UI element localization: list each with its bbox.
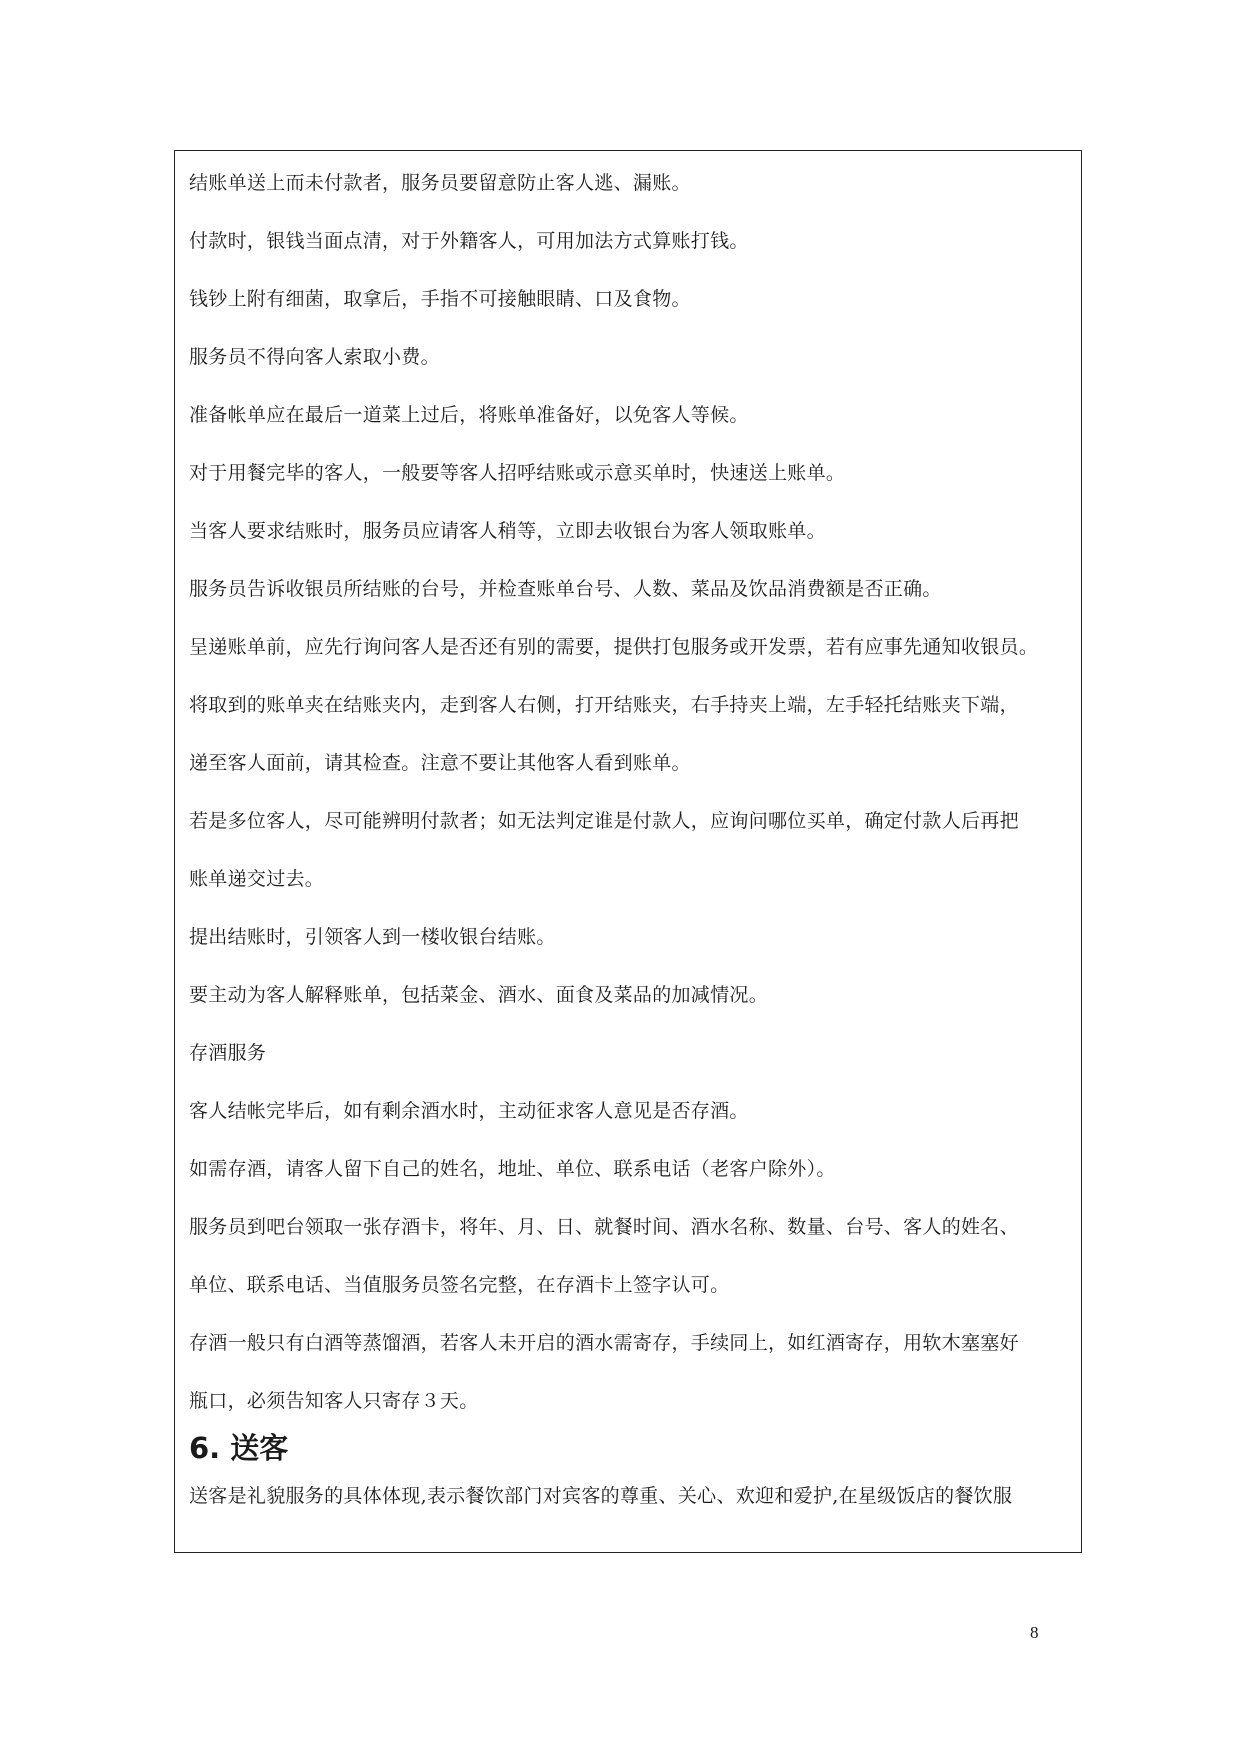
- paragraph-line: 钱钞上附有细菌，取拿后，手指不可接触眼睛、口及食物。: [189, 288, 691, 310]
- paragraph-line: 存酒服务: [189, 1042, 267, 1064]
- paragraph-line: 服务员到吧台领取一张存酒卡，将年、月、日、就餐时间、酒水名称、数量、台号、客人的姓名、: [189, 1216, 1019, 1238]
- paragraph-line: 存酒一般只有白酒等蒸馏酒，若客人未开启的酒水需寄存，手续同上，如红酒寄存，用软木塞塞好: [189, 1332, 1019, 1354]
- page-number: 8: [1030, 1623, 1039, 1642]
- paragraph-line: 呈递账单前，应先行询问客人是否还有别的需要，提供打包服务或开发票，若有应事先通知收银员。: [189, 636, 1039, 658]
- paragraph-line: 准备帐单应在最后一道菜上过后，将账单准备好，以免客人等候。: [189, 404, 749, 426]
- section-intro-line: 送客是礼貌服务的具体体现,表示餐饮部门对宾客的尊重、关心、欢迎和爱护,在星级饭店的餐饮服: [189, 1485, 1013, 1507]
- paragraph-line: 要主动为客人解释账单，包括菜金、酒水、面食及菜品的加减情况。: [189, 984, 769, 1006]
- paragraph-line: 账单递交过去。: [189, 868, 325, 890]
- paragraph-line: 提出结账时，引领客人到一楼收银台结账。: [189, 926, 556, 948]
- paragraph-line: 付款时，银钱当面点清，对于外籍客人，可用加法方式算账打钱。: [189, 230, 749, 252]
- paragraph-line: 若是多位客人，尽可能辨明付款者；如无法判定谁是付款人，应询问哪位买单，确定付款人后再把: [189, 810, 1019, 832]
- paragraph-line: 客人结帐完毕后，如有剩余酒水时，主动征求客人意见是否存酒。: [189, 1100, 749, 1122]
- paragraph-line: 结账单送上而未付款者，服务员要留意防止客人逃、漏账。: [189, 172, 691, 194]
- paragraph-line: 递至客人面前，请其检查。注意不要让其他客人看到账单。: [189, 752, 691, 774]
- paragraph-line: 服务员告诉收银员所结账的台号，并检查账单台号、人数、菜品及饮品消费额是否正确。: [189, 578, 942, 600]
- section-heading: 6. 送客: [189, 1431, 289, 1465]
- paragraph-line: 当客人要求结账时，服务员应请客人稍等，立即去收银台为客人领取账单。: [189, 520, 826, 542]
- paragraph-line: 将取到的账单夹在结账夹内，走到客人右侧，打开结账夹，右手持夹上端，左手轻托结账夹下端，: [189, 694, 1019, 716]
- paragraph-line: 如需存酒，请客人留下自己的姓名，地址、单位、联系电话（老客户除外）。: [189, 1158, 836, 1180]
- content-frame: [174, 150, 1082, 1553]
- paragraph-line: 服务员不得向客人索取小费。: [189, 346, 440, 368]
- paragraph-line: 对于用餐完毕的客人，一般要等客人招呼结账或示意买单时，快速送上账单。: [189, 462, 846, 484]
- paragraph-lines: [189, 169, 1071, 1416]
- paragraph-line: 瓶口，必须告知客人只寄存３天。: [189, 1390, 479, 1412]
- document-body: [189, 169, 1071, 1511]
- paragraph-line: 单位、联系电话、当值服务员签名完整，在存酒卡上签字认可。: [189, 1274, 730, 1296]
